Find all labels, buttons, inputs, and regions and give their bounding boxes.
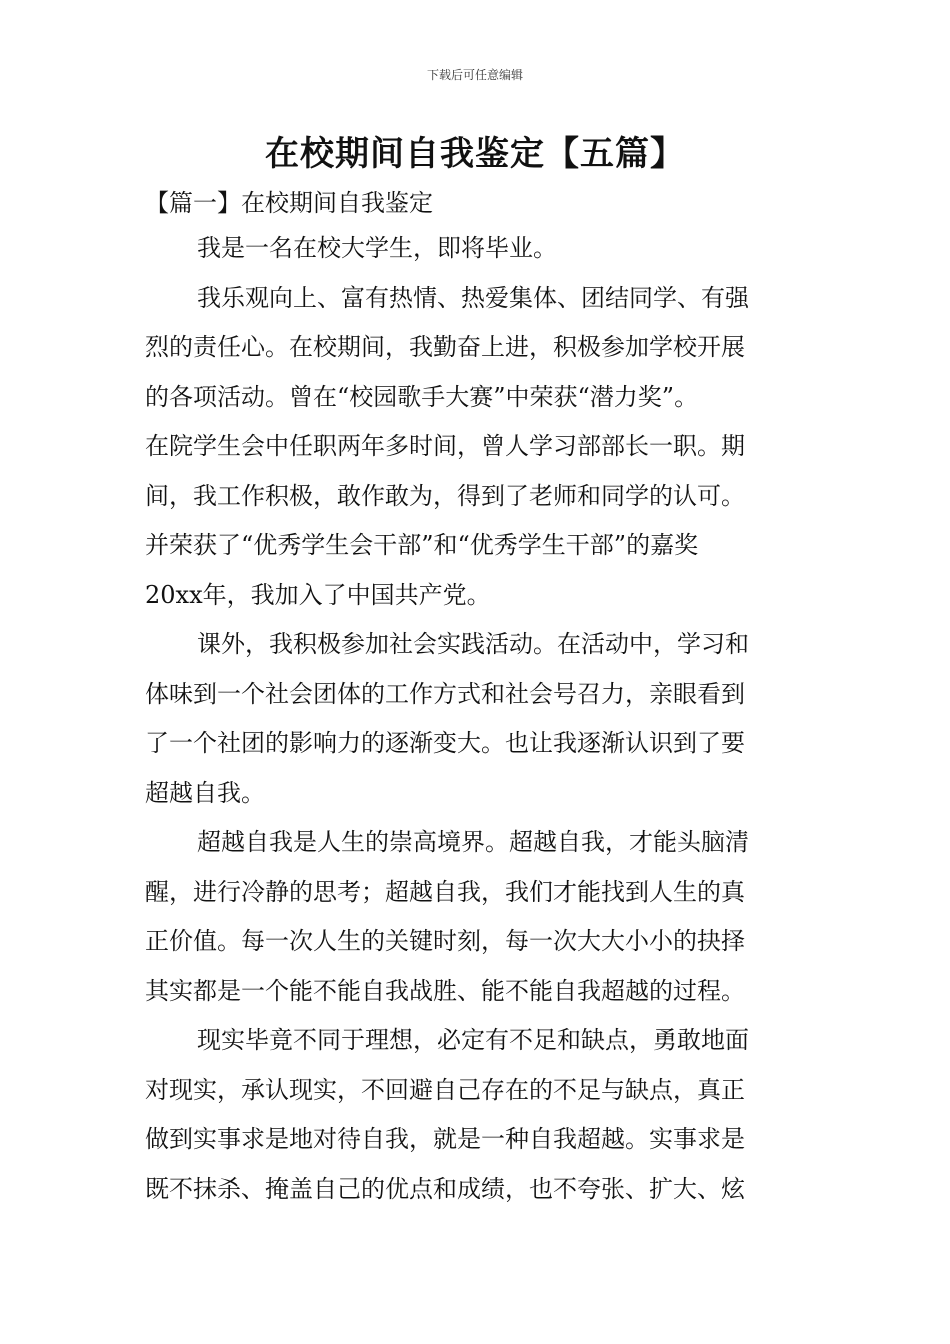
text-line: 体味到一个社会团体的工作方式和社会号召力，亲眼看到	[145, 679, 745, 708]
text-line: 正价值。每一次人生的关键时刻，每一次大大小小的抉择	[145, 927, 745, 955]
text-line: 烈的责任心。在校期间，我勤奋上进，积极参加学校开展	[145, 333, 745, 361]
text-line: 20xx年，我加入了中国共产党。	[145, 580, 491, 609]
text-line: 了一个社团的影响力的逐渐变大。也让我逐渐认识到了要	[145, 729, 745, 757]
text-line: 课外，我积极参加社会实践活动。在活动中，学习和	[197, 630, 749, 658]
text-line: 间，我工作积极，敢作敢为，得到了老师和同学的认可。	[145, 481, 745, 510]
text-line: 的各项活动。曾在“校园歌手大赛”中荣获“潜力奖”。	[145, 382, 699, 411]
text-line: 超越自我是人生的崇高境界。超越自我，才能头脑清	[197, 828, 749, 856]
text-line: 超越自我。	[145, 778, 265, 807]
text-line: 我乐观向上、富有热情、热爱集体、团结同学、有强	[197, 283, 749, 312]
text-line: 其实都是一个能不能自我战胜、能不能自我超越的过程。	[145, 976, 745, 1005]
text-line: 在院学生会中任职两年多时间，曾人学习部部长一职。期	[145, 432, 745, 460]
document-body	[145, 224, 805, 1214]
text-line: 我是一名在校大学生，即将毕业。	[197, 234, 557, 262]
text-line: 并荣获了“优秀学生会干部”和“优秀学生干部”的嘉奖	[145, 531, 699, 559]
document-title: 在校期间自我鉴定【五篇】	[265, 134, 685, 174]
text-line: 既不抹杀、掩盖自己的优点和成绩，也不夸张、扩大、炫	[145, 1174, 745, 1203]
text-line: 做到实事求是地对待自我，就是一种自我超越。实事求是	[145, 1125, 745, 1153]
text-line: 现实毕竟不同于理想，必定有不足和缺点，勇敢地面	[197, 1026, 749, 1054]
section-heading: 【篇一】在校期间自我鉴定	[145, 189, 433, 217]
text-line: 醒，进行冷静的思考；超越自我，我们才能找到人生的真	[145, 877, 745, 906]
text-line: 对现实，承认现实，不回避自己存在的不足与缺点，真正	[145, 1075, 745, 1104]
page-header: 下载后可任意编辑	[426, 68, 523, 82]
